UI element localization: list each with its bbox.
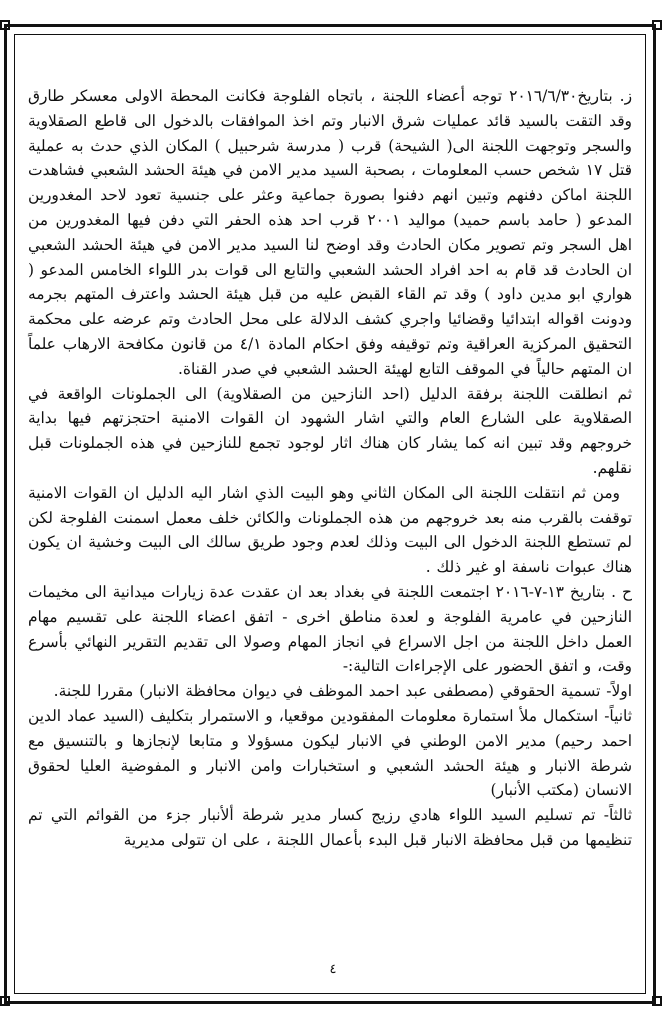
border-corner-bottom-right xyxy=(652,996,662,1006)
paragraph-third-item: ثالثاً- تم تسليم السيد اللواء هادي رزيج كسار مدير شرطة ألأنبار جزء من القوائم التي تم تنظيمها من قبل محافظة الانبار قبل البدء بأعمال اللجنة ، على ان تتولى مديرية xyxy=(28,806,632,849)
paragraph-jamalonat: ثم انطلقت اللجنة برفقة الدليل (احد النازحين من الصقلاوية) الى الجملونات الواقعة في الصقلاوية على الشارع العام والتي اشار الشهود ان القوات الامنية احتجزتهم فيها بداية خروجهم وقد تبين انه كما يشار كان هناك اثار لوجود تجمع للنازحين في هذه الجملونات قبل نقلهم. xyxy=(28,384,632,477)
border-corner-top-right xyxy=(652,20,662,30)
paragraph-second-item: ثانياً- استكمال ملأ استمارة معلومات المفقودين موقعيا، و الاستمرار بتكليف (السيد عماد الدين احمد رحيم) مدير الامن الوطني في الانبار ليكون مسؤولا و متابعا لإنجازها و بالتنسيق مع شرطة الانبار و هيئة الحشد الشعبي و استخبارات وامن الانبار و المفوضية العليا لحقوق الانسان (مكتب الأنبار) xyxy=(28,706,632,800)
paragraph-ha: ح . بتاريخ ١٣-٧-٢٠١٦ اجتمعت اللجنة في بغداد بعد ان عقدت عدة زيارات ميدانية الى مخيمات النازحين في عامرية الفلوجة و لعدة مناطق اخرى - اتفق اعضاء اللجنة على تقسيم مهام العمل داخل اللجنة من اجل الاسراع في انجاز المهام وصولا الى تقديم التقرير النهائي بأسرع وقت، و اتفق الحضور على الإجراءات التالية:- xyxy=(28,582,632,676)
border-corner-bottom-left xyxy=(0,996,10,1006)
border-corner-top-left xyxy=(0,20,10,30)
paragraph-second-location: ومن ثم انتقلت اللجنة الى المكان الثاني وهو البيت الذي اشار اليه الدليل ان القوات الامنية توقفت بالقرب منه بعد خروجهم من هذه الجملونات والكائن خلف معمل اسمنت الفلوجة لكن لم تستطع اللجنة الدخول الى البيت وذلك لعدم وجود طريق سالك الى البيت وخشية ان يكون هناك عبوات ناسفة او غير ذلك . xyxy=(28,483,632,577)
paragraph-first-item: اولاً- تسمية الحقوقي (مصطفى عبد احمد الموظف في ديوان محافظة الانبار) مقررا للجنة. xyxy=(53,682,632,701)
document-body xyxy=(28,84,632,853)
page-number: ٤ xyxy=(329,962,337,977)
paragraph-zay: ز. بتاريخ٢٠١٦/٦/٣٠ توجه أعضاء اللجنة ، باتجاه الفلوجة فكانت المحطة الاولى معسكر طارق وقد التقت بالسيد قائد عمليات شرق الانبار وتم اخذ الموافقات بالدخول الى قاطع الصقلاوية والسجر وتوجهت اللجنة الى( الشيحة) قرب ( مدرسة شرحبيل ) المكان الذي حدث به عملية قتل ١٧ شخص حسب المعلومات ، بصحبة السيد مدير الامن في هيئة الحشد الشعبي فشاهدت اللجنة اماكن دفنهم وتبين انهم دفنوا بصورة جماعية وعثر على جنسية تعود لاحد المغدورين المدعو ( حامد باسم حميد) مواليد ٢٠٠١ قرب احد هذه الحفر التي دفن فيها المغدورين من اهل السجر وتم تصوير مكان الحادث وقد اوضح لنا السيد مدير الامن في هيئة الحشد الشعبي ان الحادث قد قام به احد افراد الحشد الشعبي والتابع الى قوات بدر اللواء الخامس المدعو ( هواري ابو مدين داود ) وقد تم القاء القبض عليه من قبل هيئة الحشد واعترف المتهم بجرمه ودونت اقواله ابتدائيا وقضائيا واجري كشف الدلالة على محل الحادث وتم عرضه على محكمة التحقيق المركزية العراقية وتم توقيفه وفق احكام المادة ٤/١ من قانون مكافحة الارهاب علماً ان المتهم حالياً في الموقف التابع لهيئة الحشد الشعبي في صدر القناة. xyxy=(28,87,633,378)
